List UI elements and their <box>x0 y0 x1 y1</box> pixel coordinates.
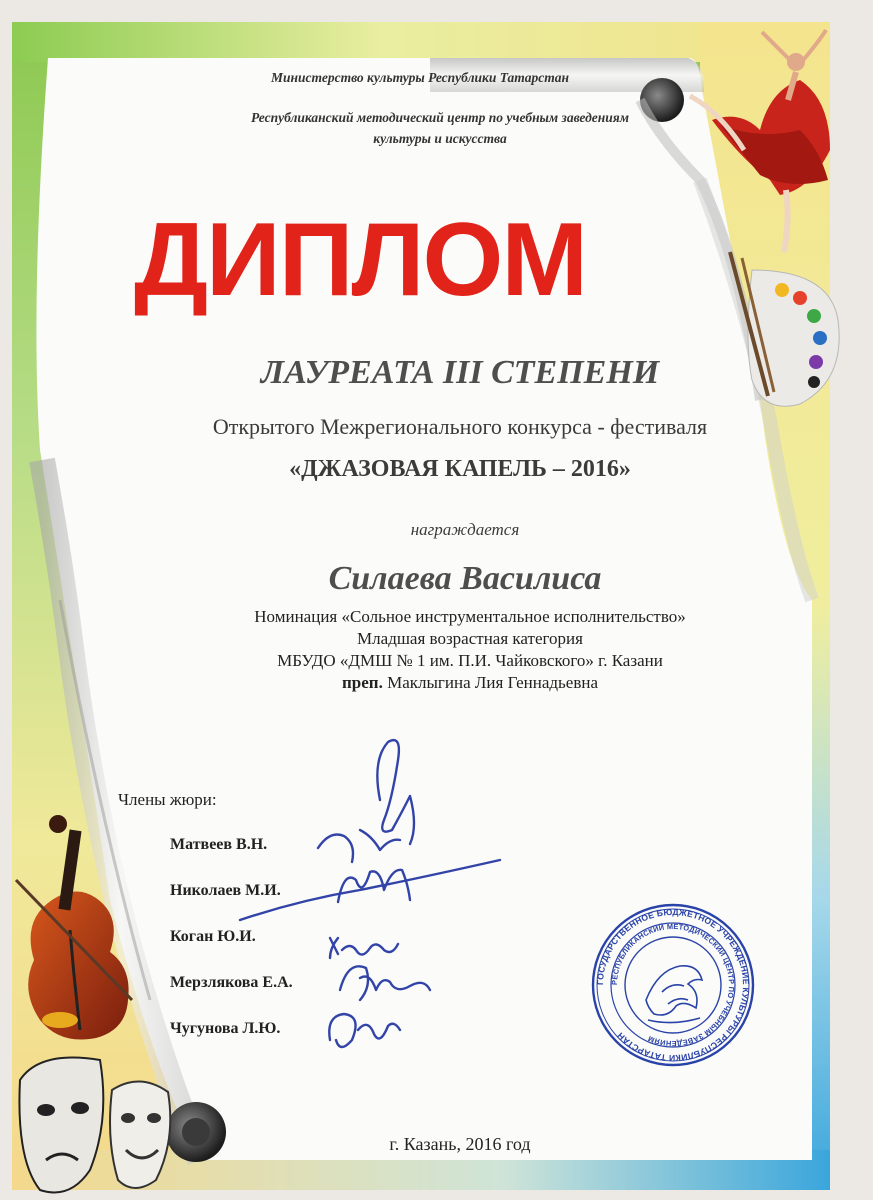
jury-member: Чугунова Л.Ю. <box>170 1020 281 1037</box>
teacher-prefix: преп. <box>341 673 383 692</box>
signature <box>240 860 500 920</box>
jury-member: Матвеев В.Н. <box>170 836 268 853</box>
issue-place-year: г. Казань, 2016 год <box>389 1134 531 1154</box>
teacher-name: Маклыгина Лия Геннадьевна <box>387 673 599 692</box>
signature <box>318 740 414 862</box>
methodical-center-line-1: Республиканский методический центр по учебным заведениям <box>251 110 629 125</box>
stamp-inner-text: РЕСПУБЛИКАНСКИЙ МЕТОДИЧЕСКИЙ ЦЕНТР ПО УЧЕБНЫМ ЗАВЕДЕНИЯМ <box>609 921 737 1049</box>
signature <box>329 1014 400 1047</box>
recipient-name: Силаева Василиса <box>328 560 602 597</box>
jury-member: Коган Ю.И. <box>170 928 256 945</box>
stamp-emblem <box>646 966 702 1023</box>
nomination: Номинация «Сольное инструментальное исполнительство» <box>254 607 686 626</box>
festival-name: «ДЖАЗОВАЯ КАПЕЛЬ – 2016» <box>289 456 631 482</box>
ministry-name: Министерство культуры Республики Татарстан <box>271 70 569 85</box>
signature <box>330 938 398 958</box>
diploma-title: ДИПЛОМ <box>133 202 587 318</box>
age-category: Младшая возрастная категория <box>357 629 583 648</box>
laureate-degree: ЛАУРЕАТА III СТЕПЕНИ <box>260 354 660 391</box>
official-stamp <box>588 900 758 1070</box>
contest-description: Открытого Межрегионального конкурса - фестиваля <box>212 414 708 439</box>
jury-member: Мерзлякова Е.А. <box>170 974 293 991</box>
signature <box>340 966 430 1000</box>
school-name: МБУДО «ДМШ № 1 им. П.И. Чайковского» г. Казани <box>277 651 663 670</box>
jury-member: Николаев М.И. <box>170 882 281 899</box>
methodical-center-line-2: культуры и искусства <box>373 131 507 146</box>
awarded-text: награждается <box>410 520 520 539</box>
jury-title: Члены жюри: <box>118 790 217 809</box>
stamp-outer-text: ГОСУДАРСТВЕННОЕ БЮДЖЕТНОЕ УЧРЕЖДЕНИЕ КУЛЬТУРЫ РЕСПУБЛИКИ ТАТАРСТАН <box>594 906 752 1064</box>
